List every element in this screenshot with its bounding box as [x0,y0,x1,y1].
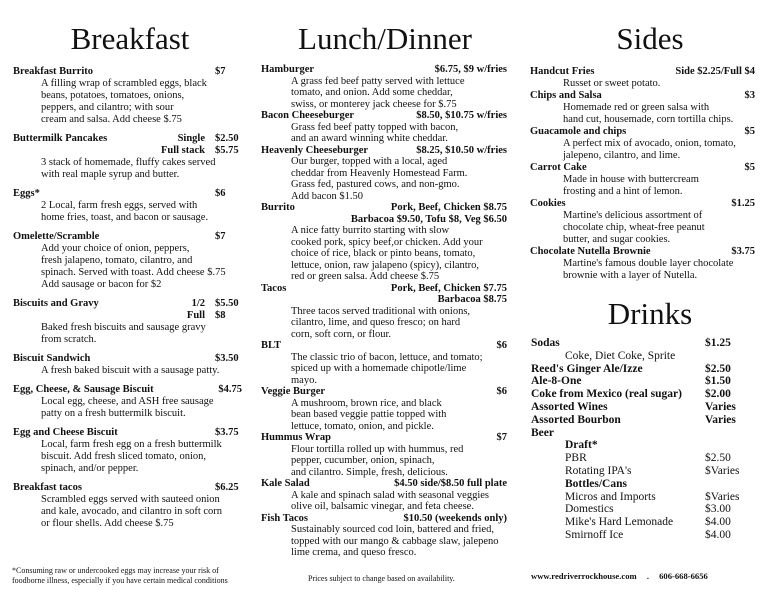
item-header-row [261,513,507,525]
item-name: Carrot Cake [530,162,587,173]
item-header-row [13,298,253,310]
drinks-section [531,337,761,542]
drink-row [531,427,761,440]
item-name: Buttermilk Pancakes [13,133,108,144]
item-price: $7 [496,432,507,443]
item-name-spacer [261,294,438,306]
item-size-label [145,482,205,494]
item-price: Pork, Beef, Chicken $7.75 [390,282,507,294]
drink-name: Rotating IPA's [565,464,632,477]
item-header-row [261,145,507,157]
item-name: Egg and Cheese Biscuit [13,427,118,438]
item-name: Tacos [261,282,287,294]
item-size-label: 1/2 [191,298,205,309]
menu-item [13,353,253,377]
drink-name: Smirnoff Ice [565,528,624,541]
item-size-label: Full [186,310,205,321]
menu-item [261,513,507,559]
drink-price: $2.50 [705,362,731,375]
drink-name: Coke from Mexico (real sugar) [531,388,682,401]
drink-row [531,478,761,491]
item-header-row [261,110,507,122]
item-price: $4.75 [218,384,242,395]
menu-item [530,66,755,90]
menu-item [13,66,253,126]
item-name-spacer [13,310,145,322]
item-price: Pork, Beef, Chicken $8.75 [390,202,507,213]
item-name: Bacon Cheeseburger [261,110,355,121]
contact-line [531,571,708,581]
item-description: jalepeno, cilantro, and lime. [563,150,681,161]
item-name: Hummus Wrap [261,432,331,443]
item-price: $7 [215,231,226,242]
item-header-row [13,188,253,200]
item-price: $10.50 (weekends only) [403,512,507,524]
item-header-row [530,126,755,138]
sides-heading: Sides [616,21,684,56]
item-description: Martine's delicious assortment of [563,210,703,221]
item-description: from scratch. [41,334,97,345]
item-description: The classic trio of bacon, lettuce, and tomato; [291,351,483,363]
menu-item [530,126,755,162]
item-header-row [261,340,507,352]
item-description: A perfect mix of avocado, onion, tomato, [563,138,736,149]
item-size-label: Full stack [160,145,205,156]
item-description: Grass fed, pastured cows, and non-gmo. [291,179,460,190]
item-name: Handcut Fries [530,66,595,77]
item-description: Add sausage or bacon for $2 [41,279,162,290]
item-price: Barbacoa $8.75 [437,294,507,305]
menu-item [13,231,253,291]
item-name: Breakfast Burrito [13,66,94,77]
item-price: $5 [744,162,755,173]
lunch-dinner-heading: Lunch/Dinner [298,21,472,56]
drink-name: Domestics [565,503,614,516]
item-description: cilantro, lime, and queso fresco; on hard [291,317,461,328]
item-description: Scrambled eggs served with sauteed onion [41,494,220,505]
menu-item [13,133,253,181]
item-price: $7 [215,66,226,77]
item-description: peppers, and cilantro; with sour [41,102,174,113]
item-header-row [13,310,253,322]
item-description: cooked pork, spicy beef,or chicken. Add your [291,236,483,248]
item-header-row [261,478,507,490]
item-header-row [13,482,253,494]
item-size-label [145,66,205,78]
item-price: $2.50 [215,133,239,144]
item-price: Side $2.25/Full $4 [675,66,755,77]
item-header-row [13,66,253,78]
item-description: red or green salsa. Add cheese $.75 [291,271,440,282]
drink-price: $4.00 [705,528,731,541]
item-header-row [13,231,253,243]
eggs-disclaimer [12,566,228,586]
item-description: pepper, cucumber, onion, spinach, [291,455,435,466]
item-description: Our burger, topped with a local, aged [291,156,448,167]
drink-row [531,503,761,516]
item-header-row [530,198,755,210]
drink-row [531,529,761,542]
menu-item [530,162,755,198]
drink-name: Micros and Imports [565,490,656,503]
item-description: or flour shells. Add cheese $.75 [41,518,174,529]
item-description: fresh jalapeno, tomato, cilantro, and [41,255,193,266]
phone-number: 606-668-6656 [659,571,708,581]
drink-row [531,401,761,414]
item-header-row [530,246,755,258]
item-description: Grass fed beef patty topped with bacon, [291,121,459,133]
item-header-row [261,202,507,214]
item-price: $8.50, $10.75 w/fries [416,110,507,121]
item-header-row [530,90,755,102]
drink-row [531,363,761,376]
item-header-row [261,283,507,295]
item-description: lime crema, and queso fresco. [291,547,417,558]
item-description: Sustainably sourced cod loin, battered and fried, [291,524,494,535]
item-price: $6 [496,386,507,397]
menu-item [261,478,507,513]
item-name: Egg, Cheese, & Sausage Biscuit [13,384,154,395]
item-name: Heavenly Cheeseburger [261,144,369,156]
item-price: $3 [744,90,755,101]
item-description: bean based veggie pattie topped with [291,409,447,420]
drink-name: Coke, Diet Coke, Sprite [565,349,676,362]
item-price: $6.25 [215,482,239,493]
drink-name: Beer [531,426,554,439]
drink-name: Ale-8-One [531,375,582,388]
item-description: Russet or sweet potato. [563,78,661,89]
item-header-row [261,64,507,76]
menu-item [261,283,507,341]
item-description: butter, and sugar cookies. [563,234,671,245]
item-description: A fresh baked biscuit with a sausage patty. [41,365,220,376]
item-name: Hamburger [261,64,315,75]
item-name: Veggie Burger [261,386,326,397]
item-description: choice of rice, black or pinto beans, tomato, [291,248,476,259]
disclaimer-line: *Consuming raw or undercooked eggs may increase your risk of [12,566,219,575]
item-price: $6.75, $9 w/fries [434,64,507,75]
item-name: Burrito [261,202,295,213]
drink-price: Varies [705,413,736,426]
item-name: Kale Salad [261,478,310,489]
drink-name: Draft* [565,439,598,452]
item-description: Baked fresh biscuits and sausage gravy [41,322,206,333]
item-description: spiced up with a homemade chipotle/lime [291,363,467,374]
item-price: $5 [744,126,755,137]
menu-item [13,384,253,420]
prices-note: Prices subject to change based on availability. [308,574,455,583]
drink-name: Bottles/Cans [565,477,627,490]
drink-row [531,375,761,388]
item-name: Fish Tacos [261,512,308,524]
breakfast-heading: Breakfast [70,21,190,56]
item-description: A mushroom, brown rice, and black [291,397,442,409]
item-description: biscuit. Add fresh sliced tomato, onion, [41,451,207,462]
menu-item [13,482,253,530]
item-size-label [145,188,205,200]
drink-row [531,491,761,504]
item-price: $3.75 [731,246,755,257]
item-description: Local, farm fresh egg on a fresh buttermilk [41,439,222,450]
item-size-label: Single [177,133,205,144]
lunch-dinner-section [261,64,507,559]
item-description: corn, soft corn, or flour. [291,328,392,340]
item-name-spacer [261,214,351,226]
menu-item [13,188,253,224]
drink-price: $1.50 [705,375,731,388]
item-description: cream and salsa. Add cheese $.75 [41,114,182,125]
item-name: Guacamole and chips [530,126,627,137]
item-description: tomato, and onion. Add some cheddar, [291,87,453,98]
drink-name: PBR [565,452,587,465]
item-description: Martine's famous double layer chocolate [563,258,734,269]
drink-row [531,452,761,465]
drink-name: Reed's Ginger Ale/Izze [531,362,643,375]
item-description: Homemade red or green salsa with [563,102,710,113]
drink-price: Varies [705,400,736,413]
item-description: Add bacon $1.50 [291,190,364,202]
item-description: hand cut, housemade, corn tortilla chips. [563,114,734,125]
item-description: swiss, or monterey jack cheese for $.75 [291,98,457,110]
separator: . [646,571,649,581]
item-description: spinach, and/or pepper. [41,463,139,474]
item-header-row [261,432,507,444]
drink-price: $3.00 [705,503,731,516]
item-header-row [261,386,507,398]
menu-item [261,386,507,432]
item-description: A kale and spinach salad with seasonal veggies [291,489,489,501]
item-price: $4.50 side/$8.50 full plate [394,478,507,489]
drink-name: Mike's Hard Lemonade [565,516,674,529]
item-price: $5.50 [215,298,239,309]
drink-row [531,465,761,478]
item-price: $8 [215,310,226,321]
menu-item [261,340,507,386]
drink-name: Assorted Wines [531,400,608,413]
item-name-spacer [13,145,145,157]
item-description: and an award winning white cheddar. [291,133,448,144]
item-price: $3.75 [215,427,239,438]
sides-section [530,66,755,282]
item-description: 3 stack of homemade, fluffy cakes served [41,157,216,168]
item-description: patty on a fresh buttermilk biscuit. [41,408,186,419]
item-description: lettuce, tomato, onion, and pickle. [291,420,434,432]
item-name: Chips and Salsa [530,90,602,101]
drink-price: $2.50 [705,452,731,465]
drink-name: Assorted Bourbon [531,413,621,426]
item-description: brownie with a layer of Nutella. [563,270,698,281]
item-price: $6 [496,340,507,351]
item-description: A grass fed beef patty served with lettuce [291,75,465,87]
drink-row [531,414,761,427]
item-description: and cilantro. Simple, fresh, delicious. [291,466,448,478]
website-link[interactable]: www.redriverrockhouse.com [531,571,637,581]
item-description: with real maple syrup and butter. [41,169,180,180]
item-description: Local egg, cheese, and ASH free sausage [41,396,214,407]
item-size-label [154,384,209,396]
item-header-row [261,214,507,226]
drink-price: $Varies [705,464,740,477]
item-description: spinach. Served with toast. Add cheese $.75 [41,267,226,278]
breakfast-section [13,66,253,537]
menu-item [530,246,755,282]
menu-item [261,202,507,283]
item-name: BLT [261,340,282,351]
drink-name: Sodas [531,337,560,349]
item-description: chocolate chip, wheat-free peanut [563,222,705,233]
item-description: and kale, avocado, and cilantro in soft corn [41,506,223,517]
item-description: Made in house with buttercream [563,174,699,185]
item-description: 2 Local, farm fresh eggs, served with [41,200,198,211]
item-description: cheddar from Heavenly Homestead Farm. [291,167,468,179]
item-description: Three tacos served traditional with onions, [291,305,471,317]
item-size-label [145,231,205,243]
item-header-row [530,162,755,174]
drink-row [531,439,761,452]
drink-price: $4.00 [705,516,731,529]
item-name: Chocolate Nutella Brownie [530,246,651,257]
item-header-row [13,133,253,145]
menu-item [261,64,507,110]
item-size-label [145,353,205,365]
menu-item [530,198,755,246]
menu-item [261,110,507,145]
item-description: lettuce, onion, raw jalapeno (spicy), cilantro, [291,259,480,271]
item-size-label [145,427,205,439]
item-price: $5.75 [215,145,239,156]
item-header-row [13,145,253,157]
drink-price: $Varies [705,490,740,503]
item-price: $8.25, $10.50 w/fries [416,144,507,156]
menu-item [261,432,507,478]
item-name: Cookies [530,198,566,209]
menu-item [261,145,507,203]
menu-item [13,298,253,346]
item-name: Omelette/Scramble [13,231,100,242]
item-price: $1.25 [731,198,755,209]
item-header-row [13,384,253,396]
item-name: Biscuits and Gravy [13,298,99,309]
item-header-row [530,66,755,78]
item-name: Eggs* [13,188,40,199]
item-description: olive oil, balsamic vinegar, and feta cheese. [291,501,474,512]
item-name: Breakfast tacos [13,482,82,493]
drink-row [531,516,761,529]
menu-item [530,90,755,126]
item-price: $3.50 [215,353,239,364]
item-description: A nice fatty burrito starting with slow [291,225,450,236]
drink-row [531,388,761,401]
item-description: Add your choice of onion, peppers, [41,243,190,254]
item-header-row [13,427,253,439]
item-description: frosting and a hint of lemon. [563,186,683,197]
drink-price: $2.00 [705,388,731,401]
item-description: beans, potatoes, tomatoes, onions, [41,90,185,101]
item-description: A filling wrap of scrambled eggs, black [41,78,207,89]
menu-item [13,427,253,475]
item-description: topped with our mango & cabbage slaw, jalepeno [291,535,499,547]
drinks-heading: Drinks [607,296,693,331]
item-price: Barbacoa $9.50, Tofu $8, Veg $6.50 [350,213,507,225]
item-description: mayo. [291,374,317,386]
item-description: home fries, toast, and bacon or sausage. [41,212,209,223]
drink-row [531,350,761,363]
item-name: Biscuit Sandwich [13,353,91,364]
item-header-row [13,353,253,365]
drink-row [531,337,761,350]
item-price: $6 [215,188,226,199]
item-description: Flour tortilla rolled up with hummus, red [291,443,464,455]
item-header-row [261,294,507,306]
disclaimer-line: foodborne illness, especially if you have certain medical conditions [12,576,228,585]
drink-price: $1.25 [705,337,731,349]
